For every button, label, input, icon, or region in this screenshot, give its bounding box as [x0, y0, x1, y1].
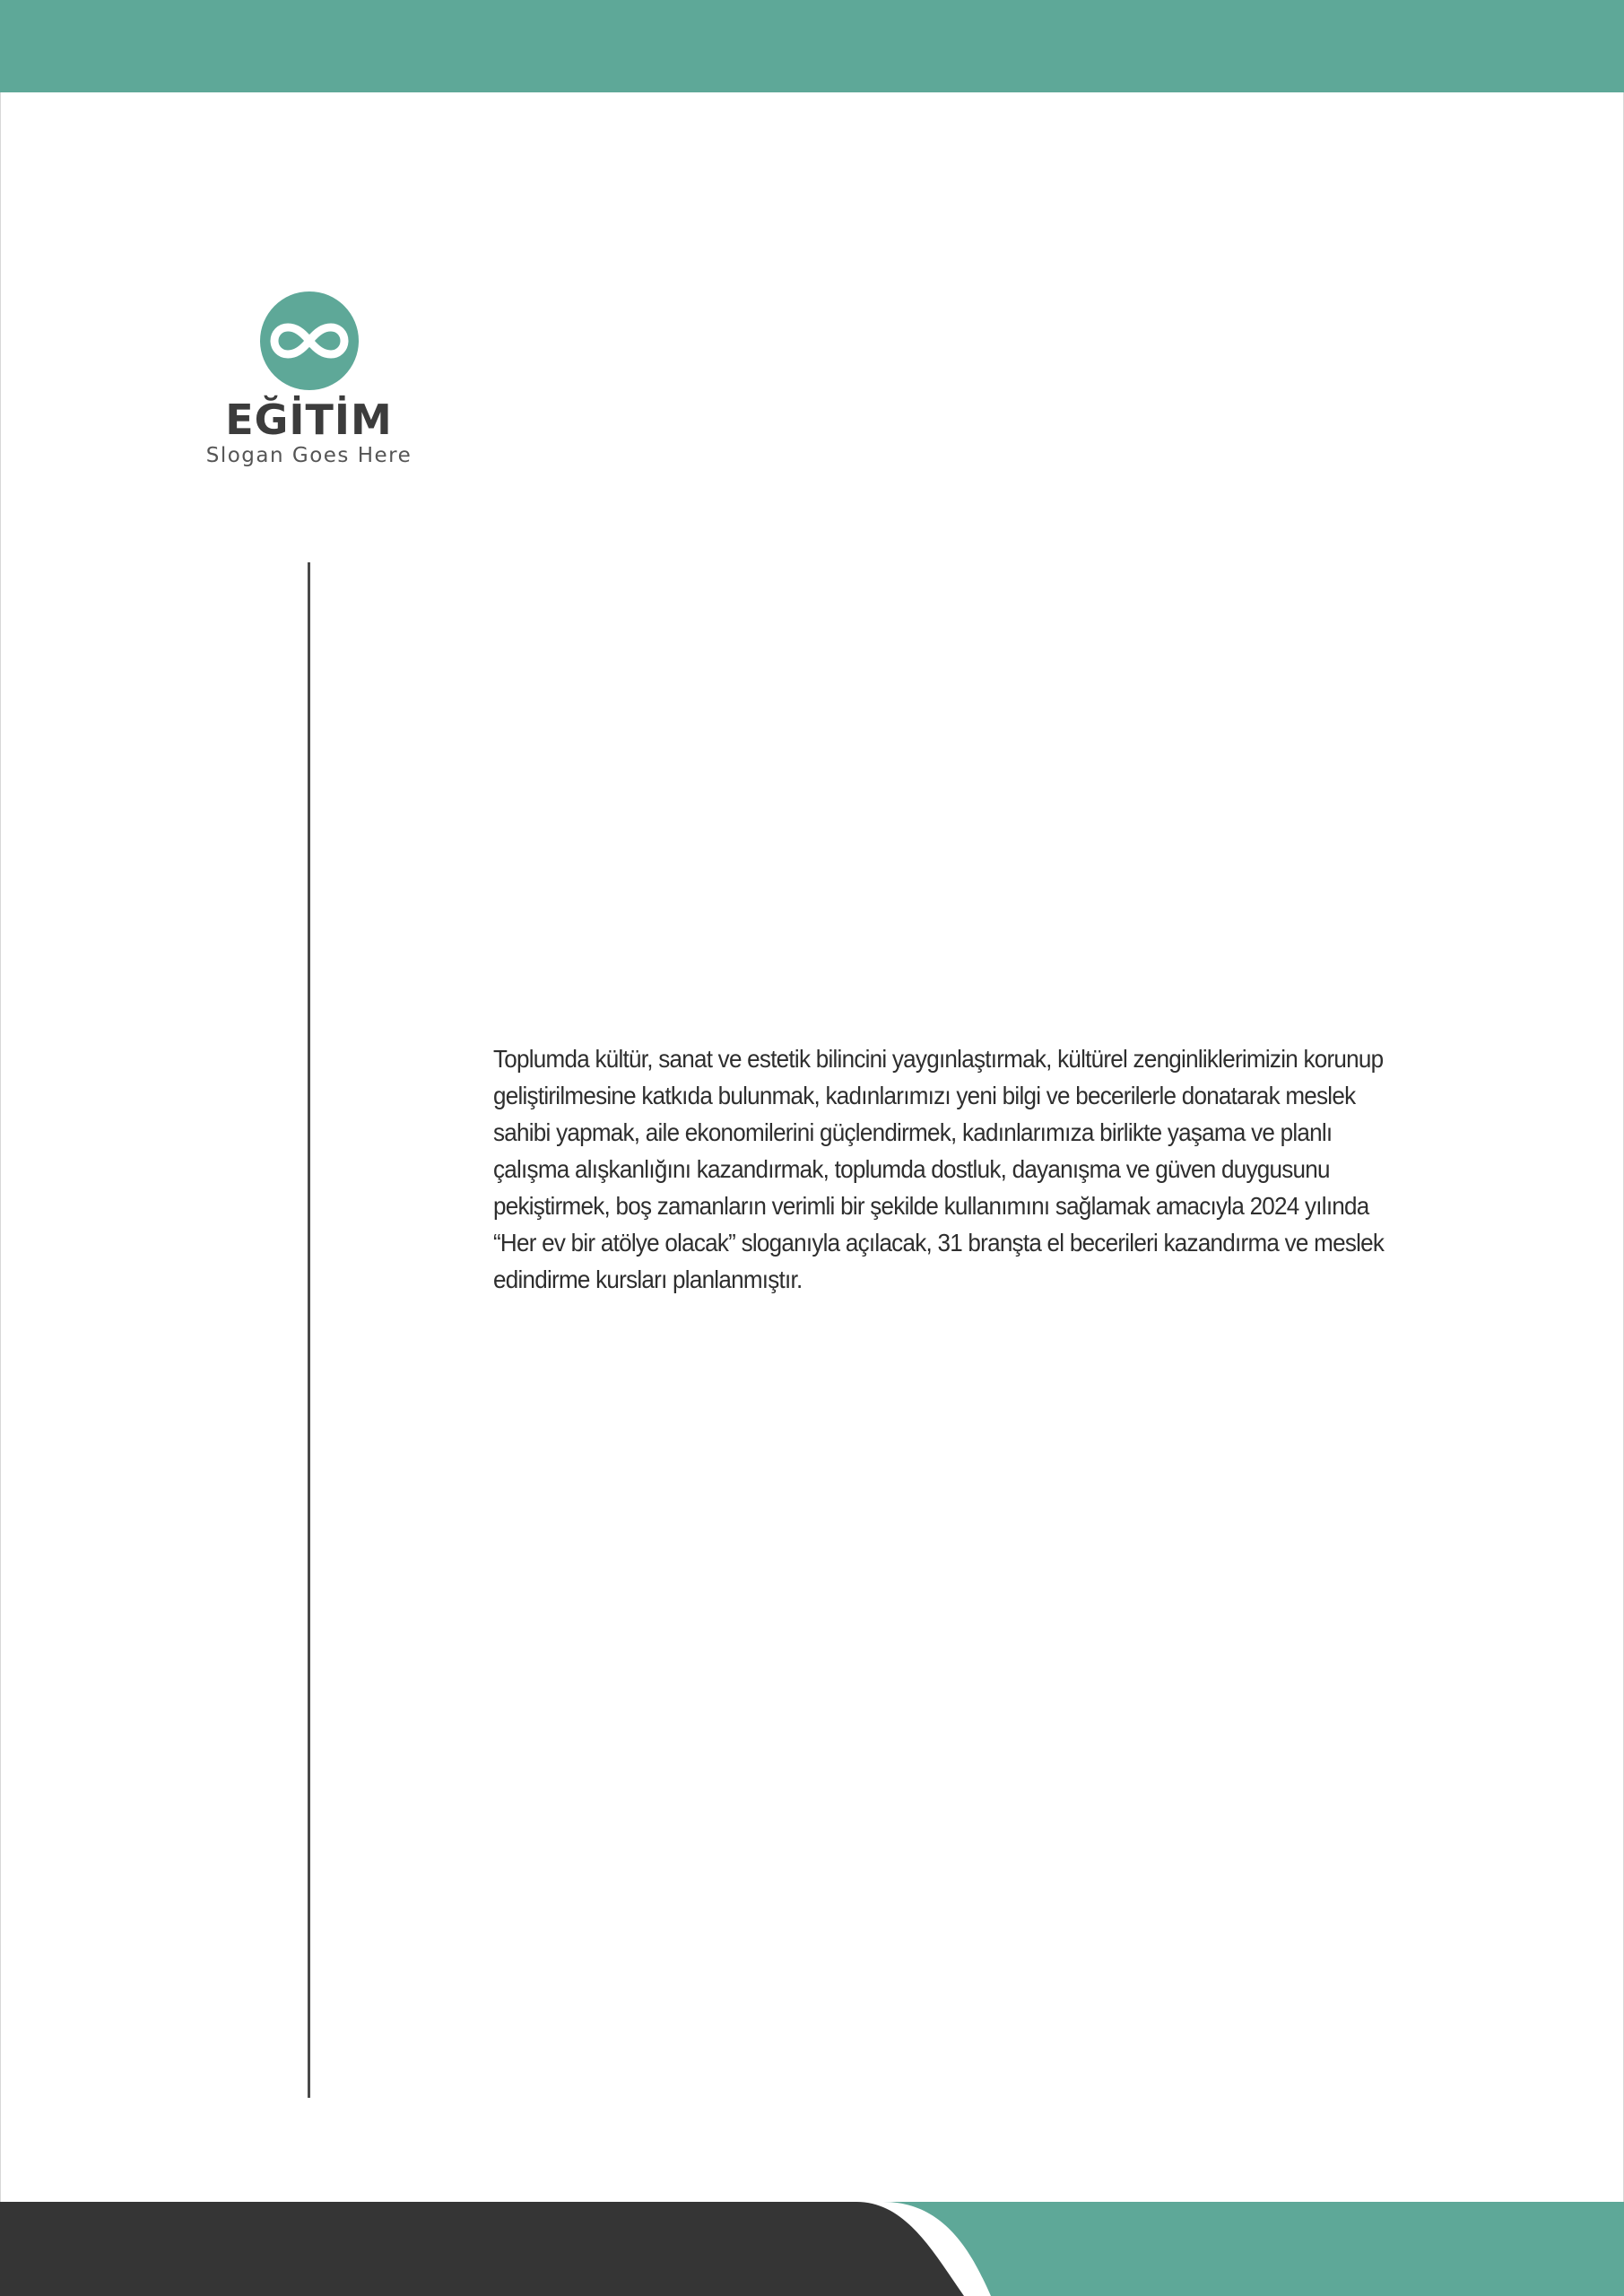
vertical-divider: [308, 562, 310, 2098]
brand-slogan: Slogan Goes Here: [205, 444, 413, 467]
brand-name: EĞİTİM: [225, 396, 393, 444]
logo: [190, 291, 428, 467]
footer-band: [0, 2202, 1624, 2296]
infinity-icon: [260, 291, 359, 390]
header-band: [0, 0, 1624, 92]
body-paragraph: Toplumda kültür, sanat ve estetik bilincini yaygınlaştırmak, kültürel zenginliklerimizin korunup geliştirilmesine katkıda bulunmak, kadınlarımızı yeni bilgi ve becerilerle donatarak meslek sahibi yapmak, aile ekonomilerini güçlendirmek, kadınlarımıza birlikte yaşama ve planlı çalışma alışkanlığını kazandırmak, toplumda dostluk, dayanışma ve güven duygusunu pekiştirmek, boş zamanların verimli bir şekilde kullanımını sağlamak amacıyla 2024 yılında “Her ev bir atölye olacak” sloganıyla açılacak, 31 branşta el becerileri kazandırma ve meslek edindirme kursları planlanmıştır.: [493, 1045, 1385, 1293]
